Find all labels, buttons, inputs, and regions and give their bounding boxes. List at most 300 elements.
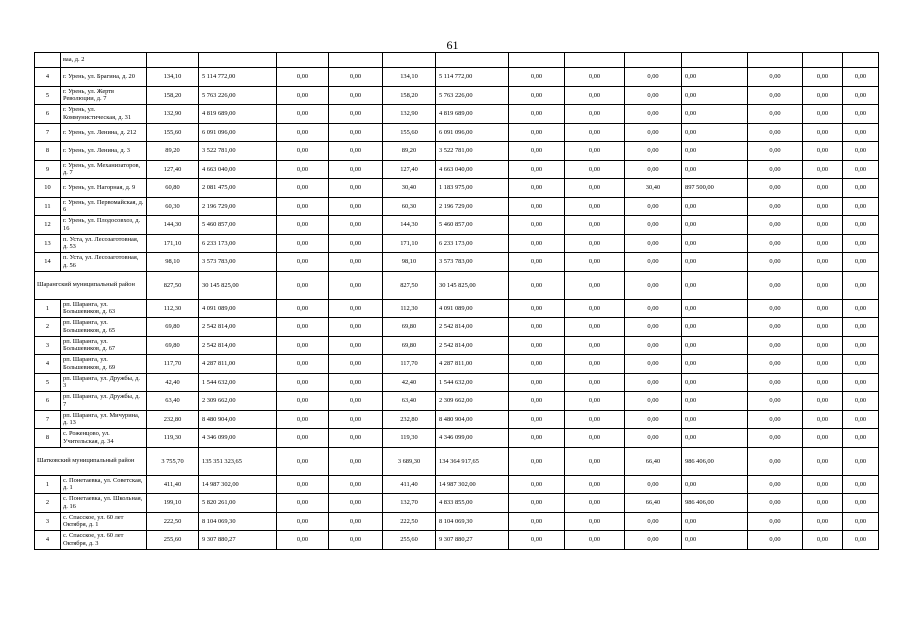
value-cell: 0,00: [625, 197, 682, 216]
value-cell: 0,00: [682, 142, 748, 161]
value-cell: 0,00: [843, 512, 879, 531]
value-cell: 1 183 975,00: [436, 179, 509, 198]
value-cell: 0,00: [277, 410, 329, 429]
value-cell: 134,10: [383, 68, 436, 87]
row-number-cell: 10: [35, 179, 61, 198]
value-cell: 222,50: [147, 512, 199, 531]
value-cell: 0,00: [625, 86, 682, 105]
address-cell: рп. Шаранга, ул. Большевиков, д. 63: [61, 299, 147, 318]
value-cell: 0,00: [748, 447, 803, 475]
address-cell: г. Урень, ул. Плодосовхоз, д. 16: [61, 216, 147, 235]
value-cell: 69,80: [383, 336, 436, 355]
value-cell: 0,00: [277, 234, 329, 253]
value-cell: 0,00: [509, 86, 565, 105]
value-cell: 0,00: [329, 234, 383, 253]
value-cell: 69,80: [147, 318, 199, 337]
value-cell: 0,00: [803, 392, 843, 411]
row-number-cell: 13: [35, 234, 61, 253]
value-cell: 0,00: [509, 160, 565, 179]
value-cell: 0,00: [843, 336, 879, 355]
value-cell: 0,00: [843, 160, 879, 179]
value-cell: 0,00: [803, 86, 843, 105]
value-cell: 2 542 814,00: [436, 318, 509, 337]
value-cell: 0,00: [277, 253, 329, 272]
value-cell: 0,00: [748, 160, 803, 179]
value-cell: 0,00: [277, 429, 329, 448]
value-cell: 0,00: [625, 410, 682, 429]
value-cell: 0,00: [329, 160, 383, 179]
value-cell: 2 309 662,00: [436, 392, 509, 411]
value-cell: 0,00: [682, 318, 748, 337]
value-cell: 66,40: [625, 447, 682, 475]
value-cell: 158,20: [147, 86, 199, 105]
value-cell: 0,00: [277, 392, 329, 411]
row-number-cell: 4: [35, 68, 61, 87]
row-number-cell: 11: [35, 197, 61, 216]
value-cell: 132,90: [383, 105, 436, 124]
value-cell: 0,00: [329, 447, 383, 475]
value-cell: 134,10: [147, 68, 199, 87]
value-cell: 2 542 814,00: [199, 336, 277, 355]
value-cell: 0,00: [748, 531, 803, 550]
value-cell: 0,00: [329, 86, 383, 105]
value-cell: 0,00: [803, 475, 843, 494]
value-cell: 63,40: [383, 392, 436, 411]
value-cell: 0,00: [625, 475, 682, 494]
value-cell: 0,00: [682, 336, 748, 355]
value-cell: 0,00: [329, 494, 383, 513]
value-cell: 0,00: [565, 447, 625, 475]
value-cell: 0,00: [277, 373, 329, 392]
value-cell: 5 763 226,00: [199, 86, 277, 105]
value-cell: 117,70: [147, 355, 199, 374]
value-cell: 0,00: [509, 355, 565, 374]
value-cell: 0,00: [565, 299, 625, 318]
table-row: [35, 410, 879, 429]
value-cell: 986 406,00: [682, 447, 748, 475]
value-cell: 89,20: [383, 142, 436, 161]
value-cell: 127,40: [383, 160, 436, 179]
table-row: [35, 531, 879, 550]
value-cell: 0,00: [509, 197, 565, 216]
value-cell: 0,00: [329, 299, 383, 318]
table-row: [35, 179, 879, 198]
row-number-cell: 12: [35, 216, 61, 235]
row-number-cell: 6: [35, 105, 61, 124]
value-cell: 0,00: [565, 475, 625, 494]
address-cell: рп. Шаранга, ул. Большевиков, д. 65: [61, 318, 147, 337]
value-cell: 117,70: [383, 355, 436, 374]
value-cell: 0,00: [329, 197, 383, 216]
value-cell: 0,00: [682, 531, 748, 550]
value-cell: 0,00: [565, 197, 625, 216]
value-cell: 134 364 917,65: [436, 447, 509, 475]
value-cell: 89,20: [147, 142, 199, 161]
value-cell: 0,00: [748, 216, 803, 235]
value-cell: 0,00: [803, 216, 843, 235]
value-cell: 0,00: [682, 429, 748, 448]
value-cell: 0,00: [843, 429, 879, 448]
value-cell: 135 351 323,65: [199, 447, 277, 475]
value-cell: 0,00: [748, 373, 803, 392]
value-cell: 0,00: [803, 494, 843, 513]
value-cell: 0,00: [329, 142, 383, 161]
value-cell: 0,00: [803, 179, 843, 198]
value-cell: 0,00: [843, 142, 879, 161]
value-cell: 0,00: [682, 123, 748, 142]
value-cell: 8 104 069,30: [199, 512, 277, 531]
value-cell: 0,00: [625, 216, 682, 235]
address-cell: ваа, д. 2: [61, 53, 147, 68]
value-cell: 0,00: [843, 68, 879, 87]
value-cell: 30 145 825,00: [436, 271, 509, 299]
value-cell: 8 104 069,30: [436, 512, 509, 531]
value-cell: 0,00: [565, 512, 625, 531]
value-cell: 0,00: [565, 234, 625, 253]
value-cell: 0,00: [277, 318, 329, 337]
value-cell: 14 987 302,00: [199, 475, 277, 494]
table-row: [35, 336, 879, 355]
value-cell: 0,00: [565, 355, 625, 374]
value-cell: 158,20: [383, 86, 436, 105]
value-cell: 155,60: [147, 123, 199, 142]
value-cell: 0,00: [843, 253, 879, 272]
address-cell: с. Понетаевка, ул. Советская, д. 1: [61, 475, 147, 494]
row-number-cell: 4: [35, 355, 61, 374]
value-cell: 0,00: [682, 234, 748, 253]
address-cell: рп. Шаранга, ул. Большевиков, д. 67: [61, 336, 147, 355]
value-cell: 0,00: [509, 216, 565, 235]
value-cell: 827,50: [383, 271, 436, 299]
value-cell: 60,80: [147, 179, 199, 198]
table-row: [35, 512, 879, 531]
value-cell: 5 114 772,00: [199, 68, 277, 87]
value-cell: 0,00: [277, 271, 329, 299]
value-cell: 4 091 089,00: [199, 299, 277, 318]
value-cell: 0,00: [329, 271, 383, 299]
value-cell: 0,00: [509, 447, 565, 475]
value-cell: 0,00: [748, 179, 803, 198]
value-cell: 0,00: [625, 318, 682, 337]
value-cell: 2 196 729,00: [199, 197, 277, 216]
value-cell: 0,00: [509, 179, 565, 198]
value-cell: 4 287 811,00: [199, 355, 277, 374]
municipality-row: [35, 447, 879, 475]
value-cell: 0,00: [682, 160, 748, 179]
value-cell: 2 542 814,00: [436, 336, 509, 355]
value-cell: 0,00: [682, 86, 748, 105]
value-cell: 60,30: [147, 197, 199, 216]
table-row: [35, 197, 879, 216]
value-cell: 30,40: [383, 179, 436, 198]
value-cell: 0,00: [329, 531, 383, 550]
value-cell: 6 091 096,00: [436, 123, 509, 142]
value-cell: 0,00: [748, 429, 803, 448]
value-cell: 0,00: [748, 410, 803, 429]
value-cell: 119,30: [147, 429, 199, 448]
value-cell: 0,00: [843, 86, 879, 105]
value-cell: 14 987 302,00: [436, 475, 509, 494]
value-cell: 5 460 857,00: [436, 216, 509, 235]
value-cell: 0,00: [509, 429, 565, 448]
value-cell: 0,00: [565, 429, 625, 448]
value-cell: 144,30: [383, 216, 436, 235]
value-cell: 60,30: [383, 197, 436, 216]
value-cell: 0,00: [329, 336, 383, 355]
value-cell: 155,60: [383, 123, 436, 142]
value-cell: 0,00: [625, 105, 682, 124]
row-number-cell: 5: [35, 373, 61, 392]
value-cell: 0,00: [509, 475, 565, 494]
table-row: [35, 494, 879, 513]
value-cell: 4 833 855,00: [436, 494, 509, 513]
value-cell: 0,00: [509, 253, 565, 272]
table-row: [35, 68, 879, 87]
row-number-cell: 6: [35, 392, 61, 411]
value-cell: 119,30: [383, 429, 436, 448]
value-cell: 0,00: [748, 105, 803, 124]
table-row: [35, 160, 879, 179]
table-row: [35, 105, 879, 124]
address-cell: с. Спасское, ул. 60 лет Октября, д. 3: [61, 531, 147, 550]
value-cell: 0,00: [803, 160, 843, 179]
value-cell: 98,10: [147, 253, 199, 272]
value-cell: 0,00: [277, 336, 329, 355]
value-cell: 0,00: [625, 299, 682, 318]
value-cell: 0,00: [329, 123, 383, 142]
value-cell: 897 500,00: [682, 179, 748, 198]
value-cell: 0,00: [748, 86, 803, 105]
value-cell: 0,00: [803, 142, 843, 161]
value-cell: 112,30: [383, 299, 436, 318]
value-cell: 42,40: [383, 373, 436, 392]
value-cell: 0,00: [748, 234, 803, 253]
value-cell: 0,00: [748, 123, 803, 142]
value-cell: 0,00: [565, 179, 625, 198]
value-cell: 0,00: [565, 318, 625, 337]
row-number-cell: [35, 53, 61, 68]
value-cell: 0,00: [277, 299, 329, 318]
value-cell: 4 819 689,00: [199, 105, 277, 124]
value-cell: 3 755,70: [147, 447, 199, 475]
row-number-cell: 2: [35, 318, 61, 337]
address-cell: рп. Шаранга, ул. Дружбы, д. 7: [61, 392, 147, 411]
value-cell: 1 544 632,00: [436, 373, 509, 392]
table-row: [35, 299, 879, 318]
value-cell: 4 819 689,00: [436, 105, 509, 124]
address-cell: г. Урень, ул. Жертв Революции, д. 7: [61, 86, 147, 105]
value-cell: 0,00: [682, 475, 748, 494]
value-cell: 3 522 781,00: [436, 142, 509, 161]
value-cell: 0,00: [277, 68, 329, 87]
table-row: [35, 429, 879, 448]
value-cell: 0,00: [625, 160, 682, 179]
value-cell: 171,10: [147, 234, 199, 253]
row-number-cell: 5: [35, 86, 61, 105]
value-cell: 0,00: [748, 494, 803, 513]
value-cell: 0,00: [329, 429, 383, 448]
value-cell: 0,00: [843, 197, 879, 216]
value-cell: 0,00: [329, 512, 383, 531]
value-cell: 5 763 226,00: [436, 86, 509, 105]
value-cell: 1 544 632,00: [199, 373, 277, 392]
value-cell: 3 573 783,00: [436, 253, 509, 272]
value-cell: 0,00: [843, 123, 879, 142]
value-cell: 0,00: [682, 299, 748, 318]
value-cell: 9 307 880,27: [436, 531, 509, 550]
value-cell: 0,00: [277, 512, 329, 531]
value-cell: 255,60: [147, 531, 199, 550]
value-cell: 0,00: [803, 429, 843, 448]
value-cell: 0,00: [803, 336, 843, 355]
value-cell: 827,50: [147, 271, 199, 299]
value-cell: 232,80: [383, 410, 436, 429]
value-cell: 30,40: [625, 179, 682, 198]
value-cell: 0,00: [843, 105, 879, 124]
value-cell: 5 114 772,00: [436, 68, 509, 87]
value-cell: 0,00: [682, 216, 748, 235]
table-row: [35, 373, 879, 392]
table-row: [35, 253, 879, 272]
value-cell: 4 091 089,00: [436, 299, 509, 318]
value-cell: 171,10: [383, 234, 436, 253]
value-cell: 0,00: [843, 447, 879, 475]
value-cell: 0,00: [803, 355, 843, 374]
value-cell: 0,00: [803, 410, 843, 429]
value-cell: 0,00: [565, 373, 625, 392]
value-cell: 0,00: [803, 197, 843, 216]
value-cell: 0,00: [748, 142, 803, 161]
value-cell: 0,00: [625, 68, 682, 87]
value-cell: 411,40: [383, 475, 436, 494]
value-cell: 0,00: [565, 216, 625, 235]
value-cell: 0,00: [625, 253, 682, 272]
value-cell: 0,00: [329, 216, 383, 235]
value-cell: 2 196 729,00: [436, 197, 509, 216]
address-cell: рп. Шаранга, ул. Дружбы, д. 3: [61, 373, 147, 392]
value-cell: 2 309 662,00: [199, 392, 277, 411]
value-cell: 0,00: [625, 234, 682, 253]
value-cell: 0,00: [803, 105, 843, 124]
municipality-name: Шатковский муниципальный район: [35, 447, 147, 475]
table-row: [35, 216, 879, 235]
address-cell: рп. Шаранга, ул. Большевиков, д. 69: [61, 355, 147, 374]
value-cell: 0,00: [277, 494, 329, 513]
value-cell: 0,00: [277, 179, 329, 198]
value-cell: 0,00: [748, 512, 803, 531]
page-number: 61: [446, 38, 459, 52]
value-cell: 0,00: [565, 86, 625, 105]
value-cell: 0,00: [682, 512, 748, 531]
value-cell: 0,00: [843, 216, 879, 235]
row-number-cell: 7: [35, 410, 61, 429]
value-cell: 0,00: [843, 234, 879, 253]
value-cell: 0,00: [509, 494, 565, 513]
value-cell: 0,00: [509, 68, 565, 87]
municipality-row: [35, 271, 879, 299]
value-cell: 0,00: [748, 271, 803, 299]
value-cell: 0,00: [509, 512, 565, 531]
value-cell: 0,00: [843, 355, 879, 374]
value-cell: 0,00: [509, 531, 565, 550]
value-cell: 2 081 475,00: [199, 179, 277, 198]
value-cell: 0,00: [748, 355, 803, 374]
value-cell: 0,00: [565, 531, 625, 550]
value-cell: 0,00: [277, 123, 329, 142]
value-cell: 0,00: [329, 253, 383, 272]
value-cell: 0,00: [329, 179, 383, 198]
value-cell: 0,00: [682, 68, 748, 87]
value-cell: 3 573 783,00: [199, 253, 277, 272]
address-cell: г. Урень, ул. Брагина, д. 20: [61, 68, 147, 87]
value-cell: 4 346 099,00: [199, 429, 277, 448]
value-cell: 0,00: [843, 475, 879, 494]
value-cell: 0,00: [803, 531, 843, 550]
value-cell: 0,00: [565, 253, 625, 272]
value-cell: 0,00: [748, 197, 803, 216]
row-number-cell: 8: [35, 142, 61, 161]
value-cell: 222,50: [383, 512, 436, 531]
row-number-cell: 1: [35, 475, 61, 494]
value-cell: 4 663 040,00: [199, 160, 277, 179]
value-cell: 411,40: [147, 475, 199, 494]
value-cell: 0,00: [277, 475, 329, 494]
value-cell: 4 346 099,00: [436, 429, 509, 448]
value-cell: 0,00: [682, 271, 748, 299]
value-cell: 0,00: [682, 253, 748, 272]
address-cell: г. Урень, ул. Коммунистическая, д. 31: [61, 105, 147, 124]
row-number-cell: 4: [35, 531, 61, 550]
value-cell: 144,30: [147, 216, 199, 235]
value-cell: 4 663 040,00: [436, 160, 509, 179]
value-cell: 63,40: [147, 392, 199, 411]
value-cell: 6 233 173,00: [199, 234, 277, 253]
value-cell: 0,00: [625, 373, 682, 392]
value-cell: 127,40: [147, 160, 199, 179]
table-row: [35, 234, 879, 253]
value-cell: 0,00: [565, 160, 625, 179]
value-cell: 0,00: [682, 105, 748, 124]
value-cell: 0,00: [329, 373, 383, 392]
value-cell: 0,00: [565, 271, 625, 299]
value-cell: 0,00: [277, 216, 329, 235]
value-cell: 0,00: [509, 318, 565, 337]
value-cell: 0,00: [625, 271, 682, 299]
value-cell: 0,00: [329, 392, 383, 411]
value-cell: 0,00: [843, 318, 879, 337]
value-cell: 986 406,00: [682, 494, 748, 513]
value-cell: 0,00: [277, 142, 329, 161]
value-cell: 0,00: [748, 299, 803, 318]
value-cell: 0,00: [625, 392, 682, 411]
value-cell: 0,00: [843, 299, 879, 318]
value-cell: 0,00: [843, 392, 879, 411]
address-cell: с. Спасское, ул. 60 лет Октября, д. 1: [61, 512, 147, 531]
value-cell: 0,00: [625, 336, 682, 355]
value-cell: 0,00: [565, 123, 625, 142]
value-cell: 132,70: [383, 494, 436, 513]
value-cell: 0,00: [277, 355, 329, 374]
address-cell: г. Урень, ул. Первомайская, д. 6: [61, 197, 147, 216]
value-cell: 0,00: [329, 105, 383, 124]
value-cell: 8 480 904,00: [436, 410, 509, 429]
table-row: [35, 355, 879, 374]
value-cell: 0,00: [509, 234, 565, 253]
value-cell: 8 480 904,00: [199, 410, 277, 429]
value-cell: 0,00: [803, 318, 843, 337]
value-cell: 0,00: [277, 86, 329, 105]
value-cell: 0,00: [277, 160, 329, 179]
